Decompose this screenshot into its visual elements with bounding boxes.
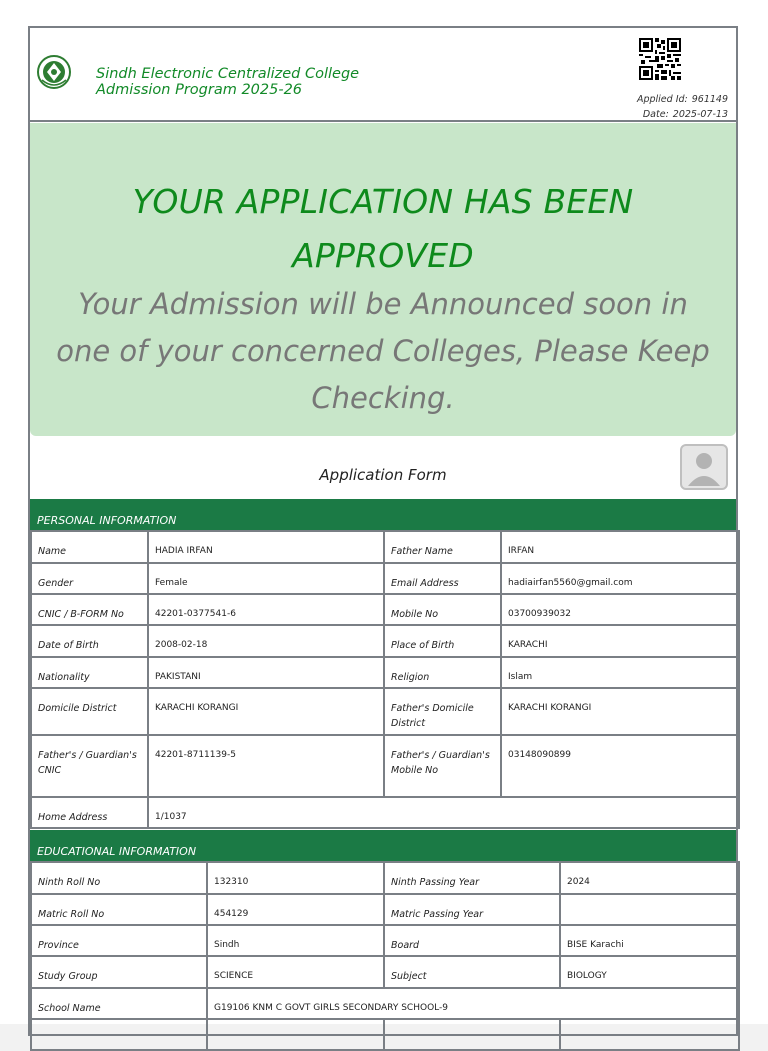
table-row: [31, 735, 739, 797]
field-value: 2024: [560, 862, 739, 894]
field-label: Place of Birth: [384, 625, 501, 657]
field-value: 42201-8711139-5: [148, 735, 384, 797]
field-label: Father's / Guardian's CNIC: [31, 735, 148, 797]
program-title: [96, 66, 359, 98]
user-placeholder-icon: [682, 446, 726, 488]
applied-id-label: Applied Id:: [636, 94, 688, 105]
field-label: Mobile No: [384, 594, 501, 625]
field-label: Matric Roll No: [31, 894, 207, 925]
field-label: Gender: [31, 563, 148, 594]
avatar: [680, 444, 728, 490]
form-title: Application Form: [319, 466, 447, 484]
table-row: [31, 894, 739, 925]
field-value: 03700939032: [501, 594, 739, 625]
field-value: SCIENCE: [207, 956, 384, 988]
applied-id-value: 961149: [691, 94, 728, 105]
table-row: [31, 956, 739, 988]
field-value: KARACHI KORANGI: [148, 688, 384, 735]
field-label: Province: [31, 925, 207, 956]
personal-info-heading: PERSONAL INFORMATION: [30, 499, 736, 530]
field-value: IRFAN: [501, 531, 739, 563]
field-value: 03148090899: [501, 735, 739, 797]
table-row: [31, 625, 739, 657]
field-label: Ninth Roll No: [31, 862, 207, 894]
personal-info-table: [30, 530, 740, 829]
home-address-label: Home Address: [31, 797, 148, 828]
application-meta: [637, 92, 728, 122]
field-label: Father's / Guardian's Mobile No: [384, 735, 501, 797]
field-value: BIOLOGY: [560, 956, 739, 988]
table-row: [31, 862, 739, 894]
field-label: Nationality: [31, 657, 148, 688]
program-title-line2: Admission Program 2025-26: [96, 82, 303, 98]
field-label: Date of Birth: [31, 625, 148, 657]
field-label: Board: [384, 925, 560, 956]
field-value: Female: [148, 563, 384, 594]
field-label: Father Name: [384, 531, 501, 563]
field-value: Sindh: [207, 925, 384, 956]
approval-message: Your Admission will be Announced soon in one of your concerned Colleges, Please Keep Checking.: [56, 287, 710, 415]
educational-info-table: [30, 861, 740, 1051]
program-title-line1: Sindh Electronic Centralized College: [96, 66, 360, 82]
field-label: Religion: [384, 657, 501, 688]
table-row: [31, 988, 739, 1019]
table-row: [31, 657, 739, 688]
home-address-value: 1/1037: [148, 797, 739, 828]
field-value: 454129: [207, 894, 384, 925]
table-row: [31, 594, 739, 625]
field-label: Subject: [384, 956, 560, 988]
approval-title: YOUR APPLICATION HAS BEEN APPROVED: [132, 182, 634, 275]
field-value: 42201-0377541-6: [148, 594, 384, 625]
field-label: Ninth Passing Year: [384, 862, 560, 894]
school-name-label: School Name: [31, 988, 207, 1019]
header: [30, 28, 736, 122]
field-value: PAKISTANI: [148, 657, 384, 688]
field-value: Islam: [501, 657, 739, 688]
field-value: KARACHI KORANGI: [501, 688, 739, 735]
table-row: [31, 797, 739, 828]
field-label: Matric Passing Year: [384, 894, 560, 925]
field-label: Father's Domicile District: [384, 688, 501, 735]
field-label: Study Group: [31, 956, 207, 988]
field-value: HADIA IRFAN: [148, 531, 384, 563]
field-label: Email Address: [384, 563, 501, 594]
field-value: [560, 894, 739, 925]
school-name-value: G19106 KNM C GOVT GIRLS SECONDARY SCHOOL-9: [207, 988, 739, 1019]
sindh-logo-icon: [36, 54, 72, 90]
field-value: 132310: [207, 862, 384, 894]
table-row: [31, 531, 739, 563]
approval-banner: [30, 123, 736, 436]
field-value: BISE Karachi: [560, 925, 739, 956]
date-value: 2025-07-13: [672, 109, 728, 120]
field-value: 2008-02-18: [148, 625, 384, 657]
table-row: [31, 563, 739, 594]
table-row: [31, 688, 739, 735]
educational-info-heading: EDUCATIONAL INFORMATION: [30, 830, 736, 861]
field-label: Name: [31, 531, 148, 563]
table-row: [31, 925, 739, 956]
qr-code-icon: [638, 38, 682, 80]
field-value: hadiairfan5560@gmail.com: [501, 563, 739, 594]
field-label: Domicile District: [31, 688, 148, 735]
field-label: CNIC / B-FORM No: [31, 594, 148, 625]
date-label: Date:: [642, 109, 669, 120]
field-value: KARACHI: [501, 625, 739, 657]
